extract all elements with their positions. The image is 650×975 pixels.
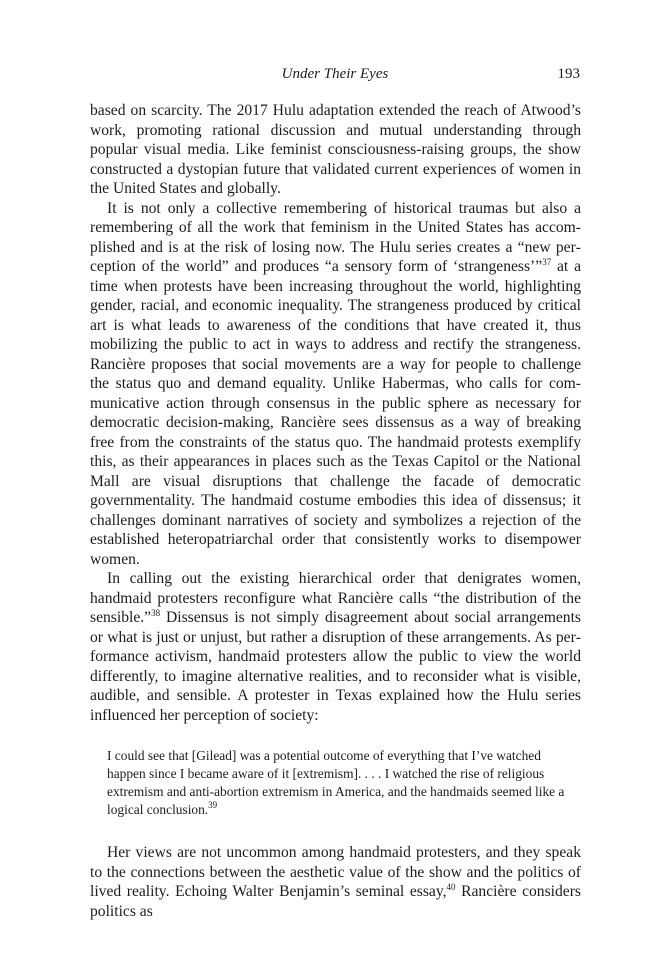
paragraph-3-part-1: In calling out the existing hierarchical order that denigrates women, handmaid protesters reconfigure what Rancière calls “the distribution of the sensible.”: [90, 570, 581, 626]
page-number: 193: [557, 66, 580, 82]
body-text: [90, 101, 581, 921]
paragraph-4-part-1: Her views are not uncommon among handmaid protesters, and they speak to the connections between the aesthetic value of the show and the politics of lived reality. Echoing Walter Benjamin’s seminal essay,: [90, 844, 581, 900]
paragraph-3: [90, 569, 581, 725]
footnote-ref-39: 39: [208, 800, 218, 810]
running-title: Under Their Eyes: [281, 66, 389, 82]
block-quote-text: I could see that [Gilead] was a potential outcome of everything that I’ve watched happen since I became aware of it [extremism]. . . . I watched the rise of religious extremism and anti-abortion extremism in America, and the handmaids seemed like a logical conclusion.: [107, 748, 565, 817]
paragraph-4: [90, 843, 581, 921]
block-quote: [107, 747, 581, 819]
footnote-ref-38: 38: [151, 608, 161, 618]
paragraph-1: based on scarcity. The 2017 Hulu adaptation extended the reach of Atwood’s work, promoting rational discussion and mutual understanding through popular visual media. Like feminist consciousness-raising groups, the show constructed a dystopian future that validated current experiences of women in the United States and globally.: [90, 102, 581, 197]
paragraph-2-part-2: at a time when protests have been increasing throughout the world, highlighting gender, racial, and economic inequality. The strangeness produced by critical art is what leads to awareness of the conditions that have created it, thus mobilizing the public to act in ways to address and rectify the strangeness. Rancière proposes that social movements are a way for people to challenge the status quo and demand equality. Unlike Habermas, who calls for communicative action through consensus in the public sphere as necessary for democratic decision-making, Rancière sees dissensus as a way of breaking free from the constraints of the status quo. The handmaid protests exemplify this, as their appearances in places such as the Texas Capitol or the National Mall are visual disruptions that challenge the facade of democratic governmentality. The handmaid costume embodies this idea of dissensus; it challenges dominant narratives of society and symbolizes a rejection of the established heteropatriarchal order that consistently works to disempower women.: [90, 258, 581, 568]
paragraph-2: [90, 199, 581, 570]
paragraph-3-part-2: Dissensus is not simply disagreement about social arrangements or what is just or unjust, but rather a disruption of these arrangements. As performance activism, handmaid protesters allow the public to view the world differently, to imagine alternative realities, and to reconsider what is visible, audible, and sensible. A protester in Texas explained how the Hulu series influenced her perception of society:: [90, 609, 581, 724]
paragraph-4-part-2: Rancière considers politics as: [90, 883, 581, 920]
running-head: [90, 66, 580, 86]
footnote-ref-37: 37: [542, 257, 552, 267]
paragraph-2-part-1: It is not only a collective remembering of historical traumas but also a remembering of all the work that feminism in the United States has accomplished and is at the risk of losing now. The Hulu series creates a “new perception of the world” and produces “a sensory form of ‘strangeness’”: [90, 199, 581, 275]
footnote-ref-40: 40: [446, 882, 456, 892]
